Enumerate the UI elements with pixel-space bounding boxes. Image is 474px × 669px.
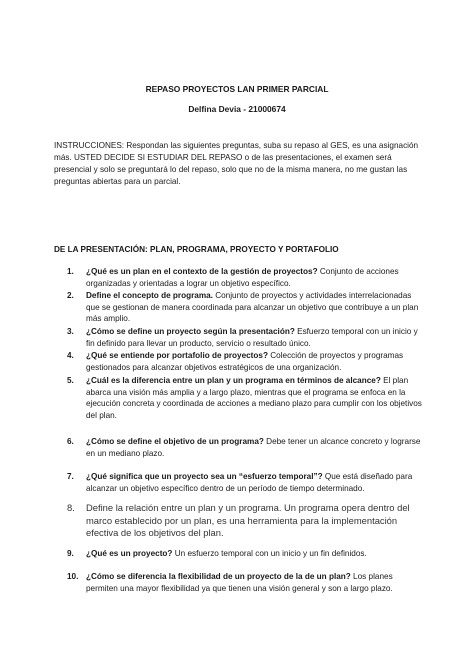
answer-text: Conjunto de acciones organizadas y orientadas a lograr un objetivo específico.	[86, 267, 399, 288]
question-item	[67, 548, 426, 560]
question-item	[67, 436, 426, 459]
question-text: Define el concepto de programa.	[86, 291, 213, 300]
question-number: 4.	[67, 351, 74, 360]
question-text: ¿Qué es un plan en el contexto de la gestión de proyectos?	[86, 267, 318, 276]
instructions-paragraph: INSTRUCCIONES: Respondan las siguientes preguntas, suba su repaso al GES, es una asignación más. USTED DECIDE SI ESTUDIAR DEL REPASO o de las presentaciones, el examen será presencial y solo se preguntará lo del repaso, solo que no de la misma manera, no me gustan las preguntas abiertas para un parcial.	[54, 141, 419, 186]
question-number: 6.	[67, 437, 74, 446]
question-text: ¿Qué se entiende por portafolio de proyectos?	[86, 351, 268, 360]
answer-text: Define la relación entre un plan y un programa. Un programa opera dentro del marco establecido por un plan, es una herramienta para la implementación efectiva de los objetivos del plan.	[86, 502, 410, 538]
question-text: ¿Cuál es la diferencia entre un plan y un programa en términos de alcance?	[86, 376, 381, 385]
answer-text: Colección de proyectos y programas gestionados para alcanzar objetivos estratégicos de una organización.	[86, 351, 404, 372]
question-number: 3.	[67, 327, 74, 336]
question-item	[67, 571, 426, 594]
question-text: ¿Cómo se diferencia la flexibilidad de un proyecto de la de un plan?	[86, 572, 351, 581]
question-text: ¿Qué es un proyecto?	[86, 549, 173, 558]
question-number: 8.	[67, 502, 75, 513]
answer-text: Debe tener un alcance concreto y lograrse en un mediano plazo.	[86, 437, 421, 458]
question-text: ¿Cómo se define un proyecto según la presentación?	[86, 327, 295, 336]
question-item	[67, 502, 426, 540]
question-number: 1.	[67, 267, 74, 276]
question-number: 10.	[67, 572, 79, 581]
answer-text: Que está diseñado para alcanzar un objetivo específico dentro de un período de tiempo determinado.	[86, 472, 413, 493]
question-item	[67, 326, 426, 349]
question-item	[67, 290, 426, 325]
question-number: 2.	[67, 291, 74, 300]
author-line: Delfina Devia - 21000674	[188, 104, 286, 114]
question-text: ¿Qué significa que un proyecto sea un “esfuerzo temporal”?	[86, 472, 323, 481]
answer-text: Los planes permiten una mayor flexibilidad ya que tienen una visión general y son a largo plazo.	[86, 572, 393, 593]
section-heading: DE LA PRESENTACIÓN: PLAN, PROGRAMA, PROYECTO Y PORTAFOLIO	[54, 245, 339, 254]
question-item	[67, 375, 426, 422]
question-item	[67, 350, 426, 373]
question-item	[67, 471, 426, 494]
question-item	[67, 266, 426, 289]
answer-text: El plan abarca una visión más amplia y a largo plazo, mientras que el programa se enfoca en la ejecución concreta y coordinada de acciones a mediano plazo para cumplir con los objetivos del plan.	[86, 376, 422, 421]
question-text: ¿Cómo se define el objetivo de un programa?	[86, 437, 264, 446]
question-number: 5.	[67, 376, 74, 385]
document-title: REPASO PROYECTOS LAN PRIMER PARCIAL	[145, 84, 329, 94]
question-number: 9.	[67, 549, 74, 558]
answer-text: Esfuerzo temporal con un inicio y fin definido para llevar un producto, servicio o resultado único.	[86, 327, 418, 348]
answer-text: Un esfuerzo temporal con un inicio y un fin definidos.	[172, 549, 367, 558]
question-number: 7.	[67, 472, 74, 481]
answer-text: Conjunto de proyectos y actividades interrelacionadas que se gestionan de manera coordinada para alcanzar un objetivo que contribuye a un plan más amplio.	[86, 291, 419, 324]
